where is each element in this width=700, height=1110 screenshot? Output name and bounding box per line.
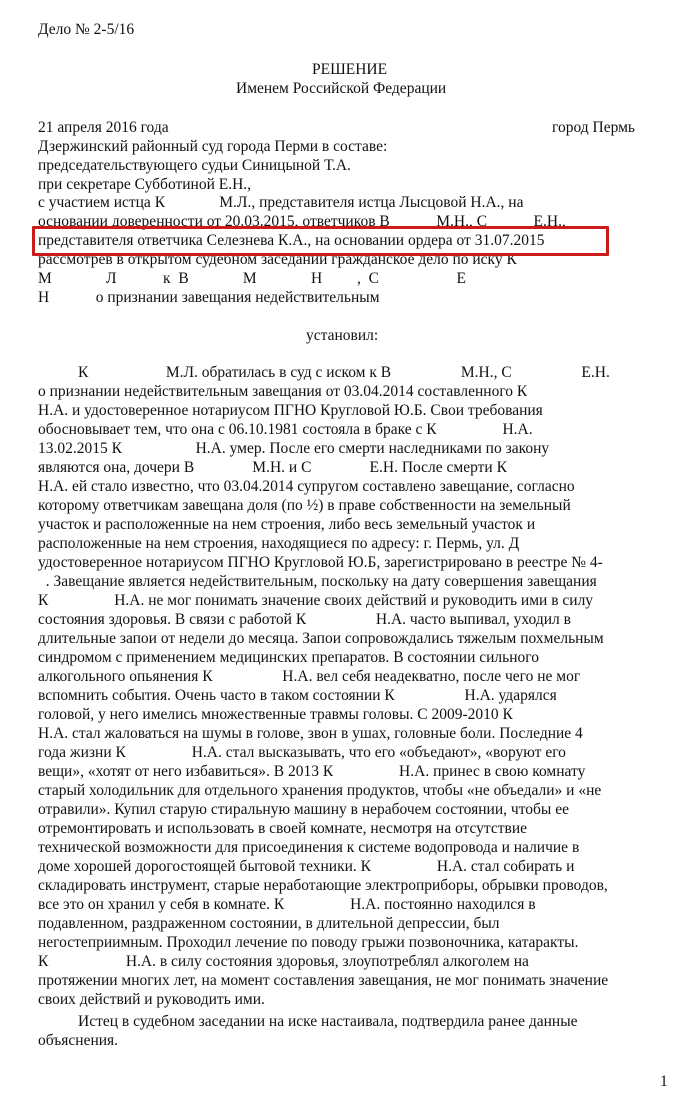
highlighted-line: представителя ответчика Селезнева К.А., на основании ордера от 31.07.2015 [38,232,545,249]
intro-line: основании доверенности от 20.03.2015, ответчиков В М.Н., С Е.Н., [38,213,566,230]
body-line: алкогольного опьянения К Н.А. вел себя неадекватно, после чего не мог [38,668,581,685]
body-line: все это он хранил у себя в комнате. К Н.А. постоянно находился в [38,896,536,913]
body-line: вещи», «хотят от него избавиться». В 2013 К Н.А. принес в свою комнату [38,763,586,780]
final-paragraph-line: Истец в судебном заседании на иске настаивала, подтвердила ранее данные [78,1013,578,1030]
body-line: расположенные на нем строения, находящиеся по адресу: г. Пермь, ул. Д [38,535,520,552]
body-line: вспомнить события. Очень часто в таком состоянии К Н.А. ударялся [38,687,557,704]
body-line: отравили». Купил старую стиральную машину в нерабочем состоянии, чтобы ее [38,801,569,818]
body-line: 13.02.2015 К Н.А. умер. После его смерти наследниками по закону [38,440,550,457]
intro-line: М Л к В М Н , С Е [38,270,466,287]
body-line: головой, у него имелись множественные травмы головы. С 2009-2010 К [38,706,513,723]
body-line: Н.А. ей стало известно, что 03.04.2014 супругом составлено завещание, согласно [38,478,575,495]
page-number: 1 [660,1073,668,1090]
body-line: К М.Л. обратилась в суд с иском к В М.Н., С Е.Н. [78,364,610,381]
body-line: складировать инструмент, старые неработающие электроприборы, обрывки проводов, [38,877,608,894]
body-line: старый холодильник для отдельного хранения продуктов, чтобы «не объедали» и «не [38,782,602,799]
body-line: отремонтировать и использовать в своей комнате, несмотря на отсутствие [38,820,528,837]
body-line: технической возможности для присоединения к системе водопровода и наличие в [38,839,580,856]
decision-city: город Пермь [552,119,636,136]
intro-line: председательствующего судьи Синицыной Т.А. [38,157,351,174]
body-line: участок и расположенные на нем строения, либо весь земельный участок и [38,516,536,533]
body-line: обосновывает тем, что она с 06.10.1981 состояла в браке с К Н.А. [38,421,533,438]
body-line: состояния здоровья. В связи с работой К Н.А. часто выпивал, уходил в [38,611,571,628]
body-line: удостоверенное нотариусом ПГНО Кругловой Ю.Б, зарегистрировано в реестре № 4- [38,554,603,571]
intro-line: рассмотрев в открытом судебном заседании гражданское дело по иску К [38,251,517,268]
document-subtitle: Именем Российской Федерации [236,80,447,97]
body-line: К Н.А. не мог понимать значение своих действий и руководить ими в силу [38,592,594,609]
body-line: . Завещание является недействительным, поскольку на дату совершения завещания [38,573,597,590]
final-paragraph-line: объяснения. [38,1032,119,1049]
decision-date: 21 апреля 2016 года [38,119,169,136]
established-heading: установил: [306,327,379,344]
intro-line: с участием истца К М.Л., представителя истца Лысцовой Н.А., на [38,194,524,211]
body-line: своих действий и руководить ими. [38,991,265,1008]
intro-line: при секретаре Субботиной Е.Н., [38,176,252,193]
body-line: длительные запои от недели до месяца. Запои сопровождались тяжелым похмельным [38,630,604,647]
intro-line: Дзержинский районный суд города Перми в составе: [38,138,388,155]
body-line: негостеприимным. Проходил лечение по поводу грыжи позвоночника, катаракты. [38,934,579,951]
highlight-box [32,226,609,256]
body-line: о признании недействительным завещания от 03.04.2014 составленного К [38,383,528,400]
body-line: являются она, дочери В М.Н. и С Е.Н. После смерти К [38,459,507,476]
body-line: подавленном, раздраженном состоянии, в длительной депрессии, был [38,915,500,932]
body-line: которому ответчикам завещана доля (по ½) в праве собственности на земельный [38,497,571,514]
body-line: синдромом с применением медицинских препаратов. В состоянии сильного [38,649,539,666]
body-line: Н.А. и удостоверенное нотариусом ПГНО Кругловой Ю.Б. Свои требования [38,402,543,419]
body-line: доме хорошей дорогостоящей бытовой техники. К Н.А. стал собирать и [38,858,575,875]
intro-line: Н о признании завещания недействительным [38,289,380,306]
body-line: года жизни К Н.А. стал высказывать, что его «объедают», «воруют его [38,744,566,761]
document-title: РЕШЕНИЕ [312,61,388,78]
body-line: протяжении многих лет, на момент составления завещания, не мог понимать значение [38,972,609,989]
case-number: Дело № 2-5/16 [38,21,135,38]
body-line: Н.А. стал жаловаться на шумы в голове, звон в ушах, головные боли. Последние 4 [38,725,583,742]
body-line: К Н.А. в силу состояния здоровья, злоупотреблял алкоголем на [38,953,529,970]
